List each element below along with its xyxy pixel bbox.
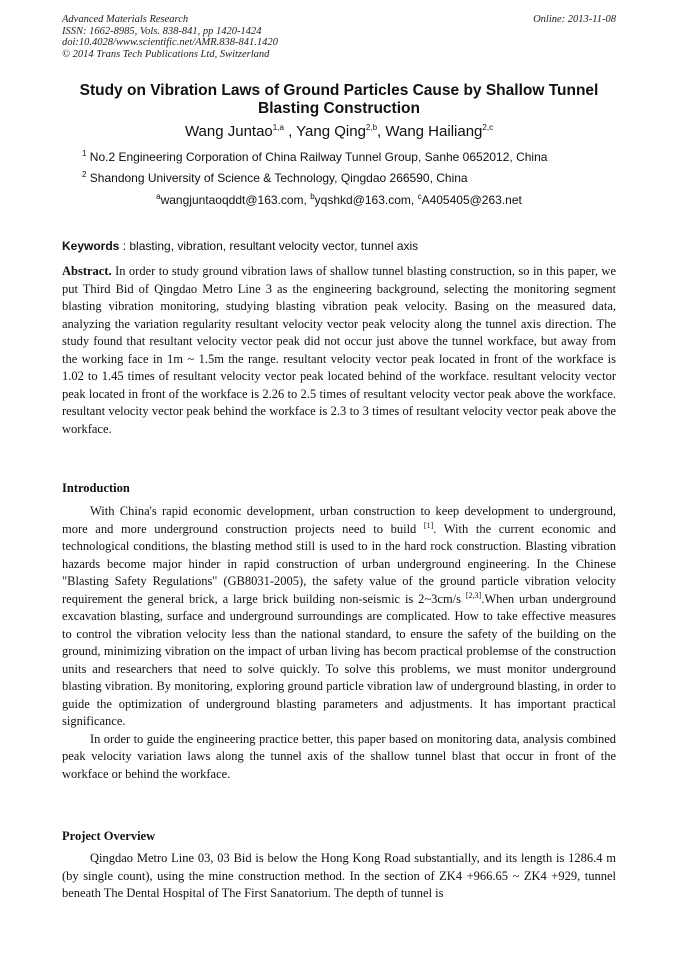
paragraph: In order to guide the engineering practice better, this paper based on monitoring data, analysis combined peak velocity variation laws along the tunnel axis of the shallow tunnel blast that occur in front of the workface or behind the workface. [62, 731, 616, 781]
affiliation-text: Shandong University of Science & Technology, Qingdao 266590, China [86, 171, 468, 185]
issn-line: ISSN: 1662-8985, Vols. 838-841, pp 1420-1424 [62, 25, 262, 37]
author-separator: , [283, 123, 297, 140]
email-superscript: a [156, 192, 161, 201]
author-superscript: 2,b [365, 123, 378, 132]
section-heading-project-overview: Project Overview [62, 829, 156, 843]
introduction-section [62, 503, 616, 783]
affiliation-superscript: 1 [82, 149, 87, 158]
affiliation-superscript: 2 [82, 170, 87, 179]
affiliation-text: No.2 Engineering Corporation of China Railway Tunnel Group, Sanhe 0652012, China [86, 150, 548, 164]
author-name: Wang Juntao [184, 123, 273, 140]
email-superscript: c [417, 192, 422, 201]
section-heading-introduction: Introduction [62, 481, 130, 495]
affiliation-1 [82, 150, 547, 164]
paragraph-text: With China's rapid economic development, urban construction to keep development to underground, more and more underground construction projects need to build [62, 504, 616, 536]
abstract-label: Abstract. [62, 264, 112, 278]
author-emails [62, 193, 616, 207]
email-link[interactable]: yqshkd@163.com, [314, 193, 418, 207]
paper-title: Study on Vibration Laws of Ground Particles Cause by Shallow Tunnel Blasting Construction [79, 82, 599, 117]
author-list [62, 123, 616, 141]
keywords-text: : blasting, vibration, resultant velocity vector, tunnel axis [119, 239, 419, 253]
affiliation-2 [82, 171, 468, 185]
email-link[interactable]: A405405@263.net [421, 193, 522, 207]
author-separator: , [377, 123, 386, 140]
keywords [62, 239, 616, 253]
abstract [62, 263, 616, 438]
author-superscript: 1,a [272, 123, 284, 132]
citation-ref[interactable]: [2,3] [465, 590, 482, 600]
paragraph [62, 503, 616, 731]
project-overview-section [62, 850, 616, 903]
email-superscript: b [310, 192, 315, 201]
email-link[interactable]: wangjuntaoqddt@163.com, [160, 193, 311, 207]
paragraph: Qingdao Metro Line 03, 03 Bid is below the Hong Kong Road substantially, and its length is 1286.4 m (by single count), using the mine construction method. In the section of ZK4 +966.65 ~ ZK4 +929, tunnel beneath The Dental Hospital of The First Sanatorium. The depth of tunnel is [62, 851, 616, 900]
keywords-label: Keywords [62, 239, 120, 253]
author-name: Wang Hailiang [385, 123, 483, 140]
citation-ref[interactable]: [1] [423, 520, 434, 530]
doi-line: doi:10.4028/www.scientific.net/AMR.838-841.1420 [62, 37, 278, 48]
author-superscript: 2,c [482, 123, 494, 132]
paragraph-text: .When urban underground excavation blasting, surface and underground surroundings are complicated. How to take effective measures to control the vibration velocity less than the national standard, to ensure the safety of the building on the ground, minimizing vibration on the impact of urban living has becom practical problemse of the construction units and researchers that need to solve quickly. To solve this problems, we must monitor underground blasting vibration. By monitoring, exploring ground particle vibration law of underground blasting, in order to guide the optimization of underground blasting parameters and adjustments. It has important practical significance. [62, 591, 616, 728]
abstract-text: In order to study ground vibration laws of shallow tunnel blasting construction, so in this paper, we put Third Bid of Qingdao Metro Line 3 as the engineering background, selecting the monitoring segment blasting vibration monitoring, studying blasting vibration peak velocity. Basing on the measured data, analyzing the variation regularity resultant velocity vector peak velocity along the tunnel axis direction. The study found that resultant velocity vector peak did not occur just above the tunnel workface, but away from the working face in 1m ~ 1.5m the range. resultant velocity vector peak located in front of the workface is 1.02 to 1.45 times of resultant velocity vector peak located behind of the workface. resultant velocity vector peak located in front of the workface is 2.26 to 2.5 times of resultant velocity vector peak above the workface. resultant velocity vector peak behind the workface is 2.3 to 3 times of resultant velocity vector peak above the workface. [62, 264, 616, 436]
copyright-line: © 2014 Trans Tech Publications Ltd, Switzerland [62, 48, 270, 60]
author-name: Yang Qing [296, 123, 366, 140]
online-date: Online: 2013-11-08 [533, 14, 616, 25]
paragraph-text: . With the current economic and technological conditions, the blasting method still is used to in the hard rock construction. Blasting vibration hazards become major hinder in rapid construction of urban underground engineering. In the Chinese "Blasting Safety Regulations" (GB8031-2005), the safety value of the ground particle vibration velocity requirement the general brick, a large brick building non-seismic is 2~3cm/s [62, 521, 616, 606]
journal-header [62, 14, 616, 60]
journal-name: Advanced Materials Research [62, 14, 189, 25]
